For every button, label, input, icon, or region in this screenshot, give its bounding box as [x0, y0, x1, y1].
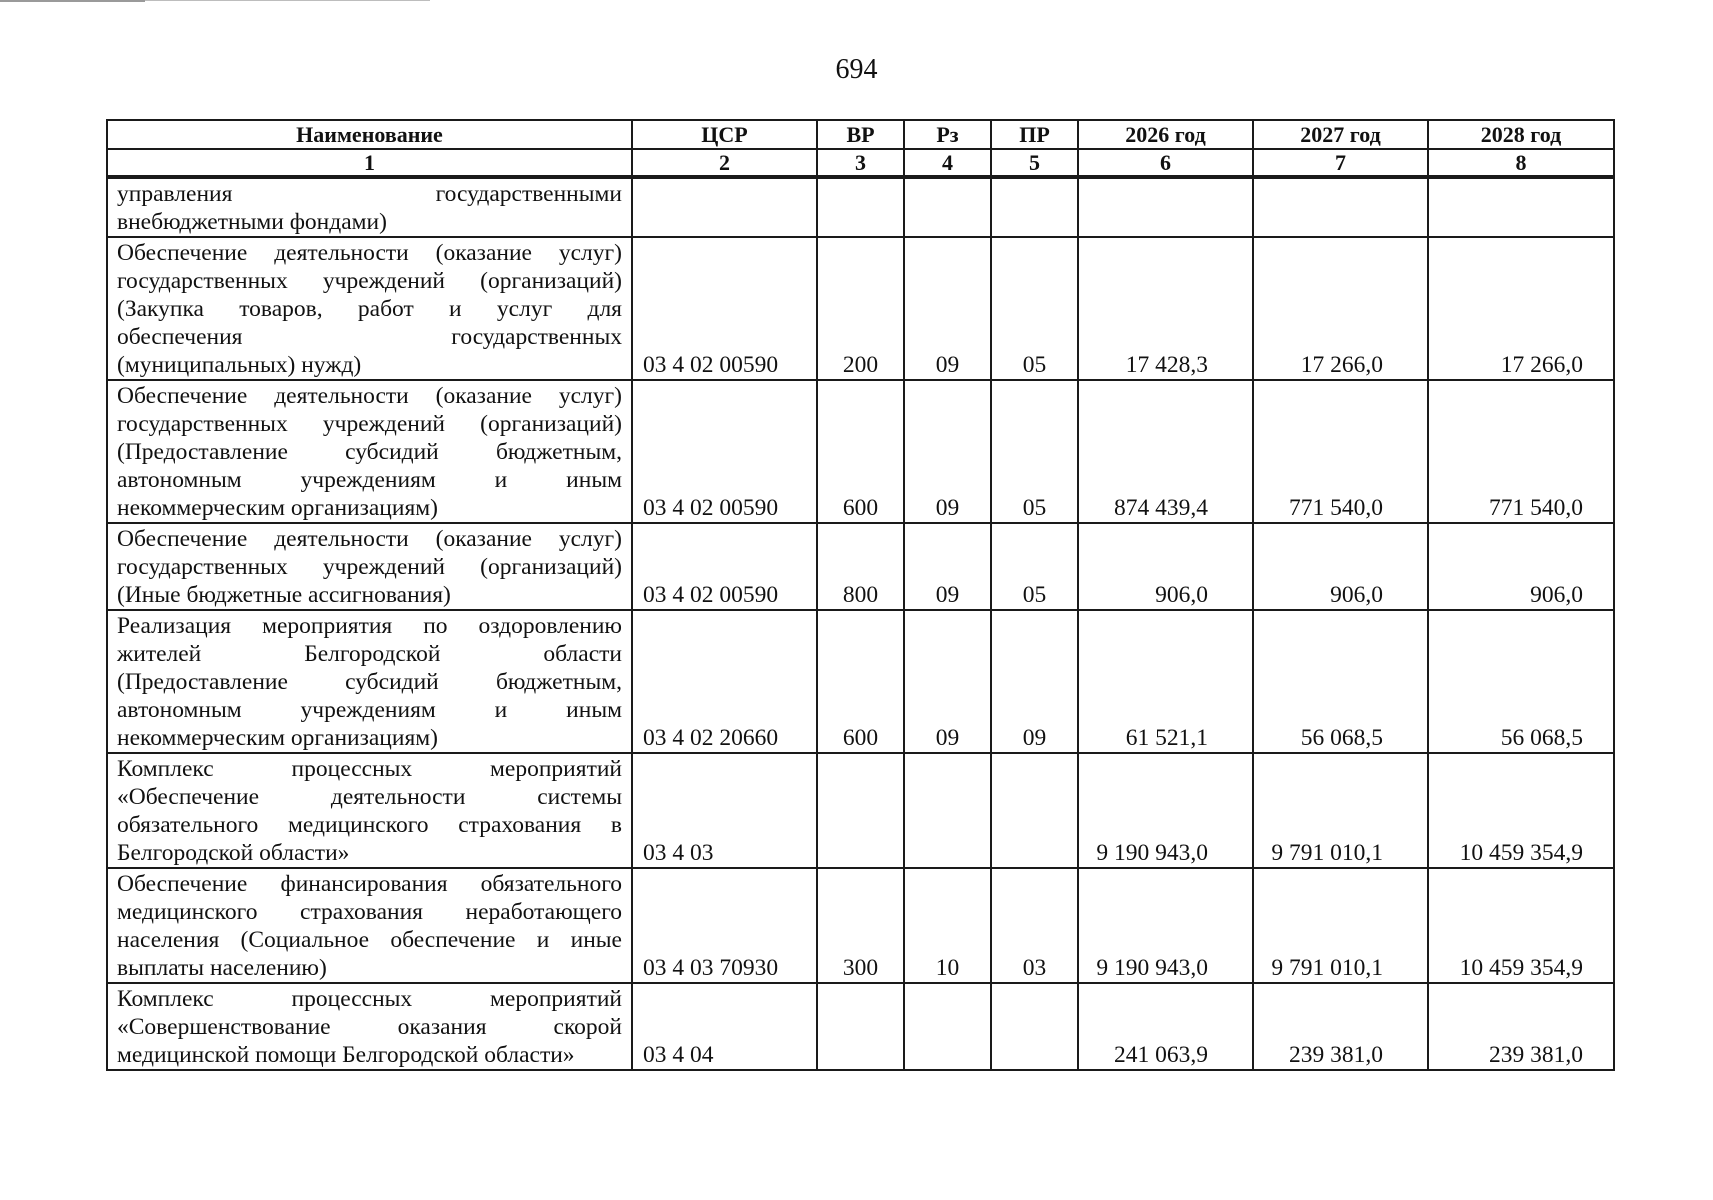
row-name-cell [107, 237, 632, 380]
row-2026: 874 439,4 [1078, 380, 1253, 523]
row-rz [904, 753, 991, 868]
scan-edge-line [145, 0, 430, 1]
column-number: 3 [817, 149, 904, 176]
row-name-line: жителей Белгородской области [117, 641, 622, 667]
column-number: 4 [904, 149, 991, 176]
row-2027: 9 791 010,1 [1253, 868, 1428, 983]
row-csr: 03 4 02 00590 [632, 237, 817, 380]
row-2026: 241 063,9 [1078, 983, 1253, 1070]
row-csr: 03 4 02 00590 [632, 523, 817, 610]
row-name-line: (Иные бюджетные ассигнования) [117, 582, 451, 608]
row-2026 [1078, 178, 1253, 237]
row-rz [904, 178, 991, 237]
page-number: 694 [835, 54, 878, 85]
row-rz [904, 983, 991, 1070]
row-name-line: Комплекс процессных мероприятий [117, 986, 622, 1012]
row-csr: 03 4 03 [632, 753, 817, 868]
row-name-line: Реализация мероприятия по оздоровлению [117, 613, 622, 639]
row-2026: 9 190 943,0 [1078, 868, 1253, 983]
row-name-line: управления государственными [117, 181, 622, 207]
row-2028: 906,0 [1428, 523, 1614, 610]
row-name-line: (Предоставление субсидий бюджетным, [117, 439, 622, 465]
row-name-line: (муниципальных) нужд) [117, 352, 362, 378]
header-2026: 2026 год [1078, 120, 1253, 149]
row-name-line: медицинского страхования неработающего [117, 899, 622, 925]
header-name: Наименование [107, 120, 632, 149]
row-name-line: автономным учреждениям и иным [117, 697, 622, 723]
row-2026: 906,0 [1078, 523, 1253, 610]
row-rz: 09 [904, 380, 991, 523]
row-name-line: (Закупка товаров, работ и услуг для [117, 296, 622, 322]
row-vr [817, 178, 904, 237]
row-name-line: Белгородской области» [117, 840, 350, 866]
table-row [107, 983, 1614, 1070]
row-name-line: государственных учреждений (организаций) [117, 554, 622, 580]
table-row [107, 753, 1614, 868]
header-2027: 2027 год [1253, 120, 1428, 149]
row-name-line: Обеспечение деятельности (оказание услуг) [117, 240, 622, 266]
row-2027: 9 791 010,1 [1253, 753, 1428, 868]
column-number: 5 [991, 149, 1078, 176]
row-2028: 239 381,0 [1428, 983, 1614, 1070]
table-row [107, 523, 1614, 610]
row-2028 [1428, 178, 1614, 237]
row-name-line: автономным учреждениям и иным [117, 467, 622, 493]
row-name-line: населения (Социальное обеспечение и иные [117, 927, 622, 953]
column-number: 8 [1428, 149, 1614, 176]
row-2027: 17 266,0 [1253, 237, 1428, 380]
column-number: 1 [107, 149, 632, 176]
row-name-line: (Предоставление субсидий бюджетным, [117, 669, 622, 695]
column-number: 2 [632, 149, 817, 176]
row-2028: 10 459 354,9 [1428, 868, 1614, 983]
row-name-line: Обеспечение деятельности (оказание услуг) [117, 526, 622, 552]
table-row [107, 178, 1614, 237]
budget-table [106, 119, 1615, 1071]
row-name-line: выплаты населению) [117, 955, 327, 981]
row-csr: 03 4 03 70930 [632, 868, 817, 983]
row-2028: 56 068,5 [1428, 610, 1614, 753]
row-csr: 03 4 02 20660 [632, 610, 817, 753]
row-name-line: внебюджетными фондами) [117, 209, 387, 235]
header-csr: ЦСР [632, 120, 817, 149]
row-pr: 05 [991, 237, 1078, 380]
row-name-line: некоммерческим организациям) [117, 495, 438, 521]
header-rz: Рз [904, 120, 991, 149]
row-name-cell [107, 380, 632, 523]
row-csr: 03 4 04 [632, 983, 817, 1070]
row-2027: 771 540,0 [1253, 380, 1428, 523]
row-name-line: государственных учреждений (организаций) [117, 411, 622, 437]
row-name-cell [107, 753, 632, 868]
row-pr [991, 983, 1078, 1070]
table-row [107, 237, 1614, 380]
row-name-cell [107, 523, 632, 610]
row-csr [632, 178, 817, 237]
row-2027 [1253, 178, 1428, 237]
row-name-line: государственных учреждений (организаций) [117, 268, 622, 294]
table-row [107, 380, 1614, 523]
row-2027: 56 068,5 [1253, 610, 1428, 753]
table-row [107, 868, 1614, 983]
row-vr [817, 753, 904, 868]
row-2026: 17 428,3 [1078, 237, 1253, 380]
row-rz: 09 [904, 523, 991, 610]
column-number-row [107, 149, 1614, 176]
row-2026: 9 190 943,0 [1078, 753, 1253, 868]
row-pr [991, 178, 1078, 237]
row-2028: 10 459 354,9 [1428, 753, 1614, 868]
row-name-line: «Совершенствование оказания скорой [117, 1014, 622, 1040]
header-2028: 2028 год [1428, 120, 1614, 149]
row-name-cell [107, 610, 632, 753]
row-2026: 61 521,1 [1078, 610, 1253, 753]
row-vr: 300 [817, 868, 904, 983]
row-name-line: обязательного медицинского страхования в [117, 812, 622, 838]
row-pr: 09 [991, 610, 1078, 753]
row-name-line: обеспечения государственных [117, 324, 622, 350]
row-pr [991, 753, 1078, 868]
row-2027: 906,0 [1253, 523, 1428, 610]
row-pr: 05 [991, 523, 1078, 610]
scan-edge-line [0, 0, 145, 2]
row-name-cell [107, 178, 632, 237]
column-number: 7 [1253, 149, 1428, 176]
header-vr: ВР [817, 120, 904, 149]
row-name-line: Комплекс процессных мероприятий [117, 756, 622, 782]
row-csr: 03 4 02 00590 [632, 380, 817, 523]
table-row [107, 610, 1614, 753]
row-name-line: Обеспечение финансирования обязательного [117, 871, 622, 897]
row-name-cell [107, 983, 632, 1070]
row-name-line: «Обеспечение деятельности системы [117, 784, 622, 810]
header-row [107, 120, 1614, 149]
row-name-cell [107, 868, 632, 983]
row-vr: 600 [817, 610, 904, 753]
row-2028: 771 540,0 [1428, 380, 1614, 523]
row-name-line: медицинской помощи Белгородской области» [117, 1042, 575, 1068]
row-rz: 09 [904, 610, 991, 753]
row-vr: 200 [817, 237, 904, 380]
row-rz: 10 [904, 868, 991, 983]
header-pr: ПР [991, 120, 1078, 149]
row-vr [817, 983, 904, 1070]
row-vr: 600 [817, 380, 904, 523]
row-rz: 09 [904, 237, 991, 380]
column-number: 6 [1078, 149, 1253, 176]
row-pr: 03 [991, 868, 1078, 983]
row-2027: 239 381,0 [1253, 983, 1428, 1070]
row-2028: 17 266,0 [1428, 237, 1614, 380]
row-name-line: Обеспечение деятельности (оказание услуг) [117, 383, 622, 409]
row-vr: 800 [817, 523, 904, 610]
row-pr: 05 [991, 380, 1078, 523]
row-name-line: некоммерческим организациям) [117, 725, 438, 751]
